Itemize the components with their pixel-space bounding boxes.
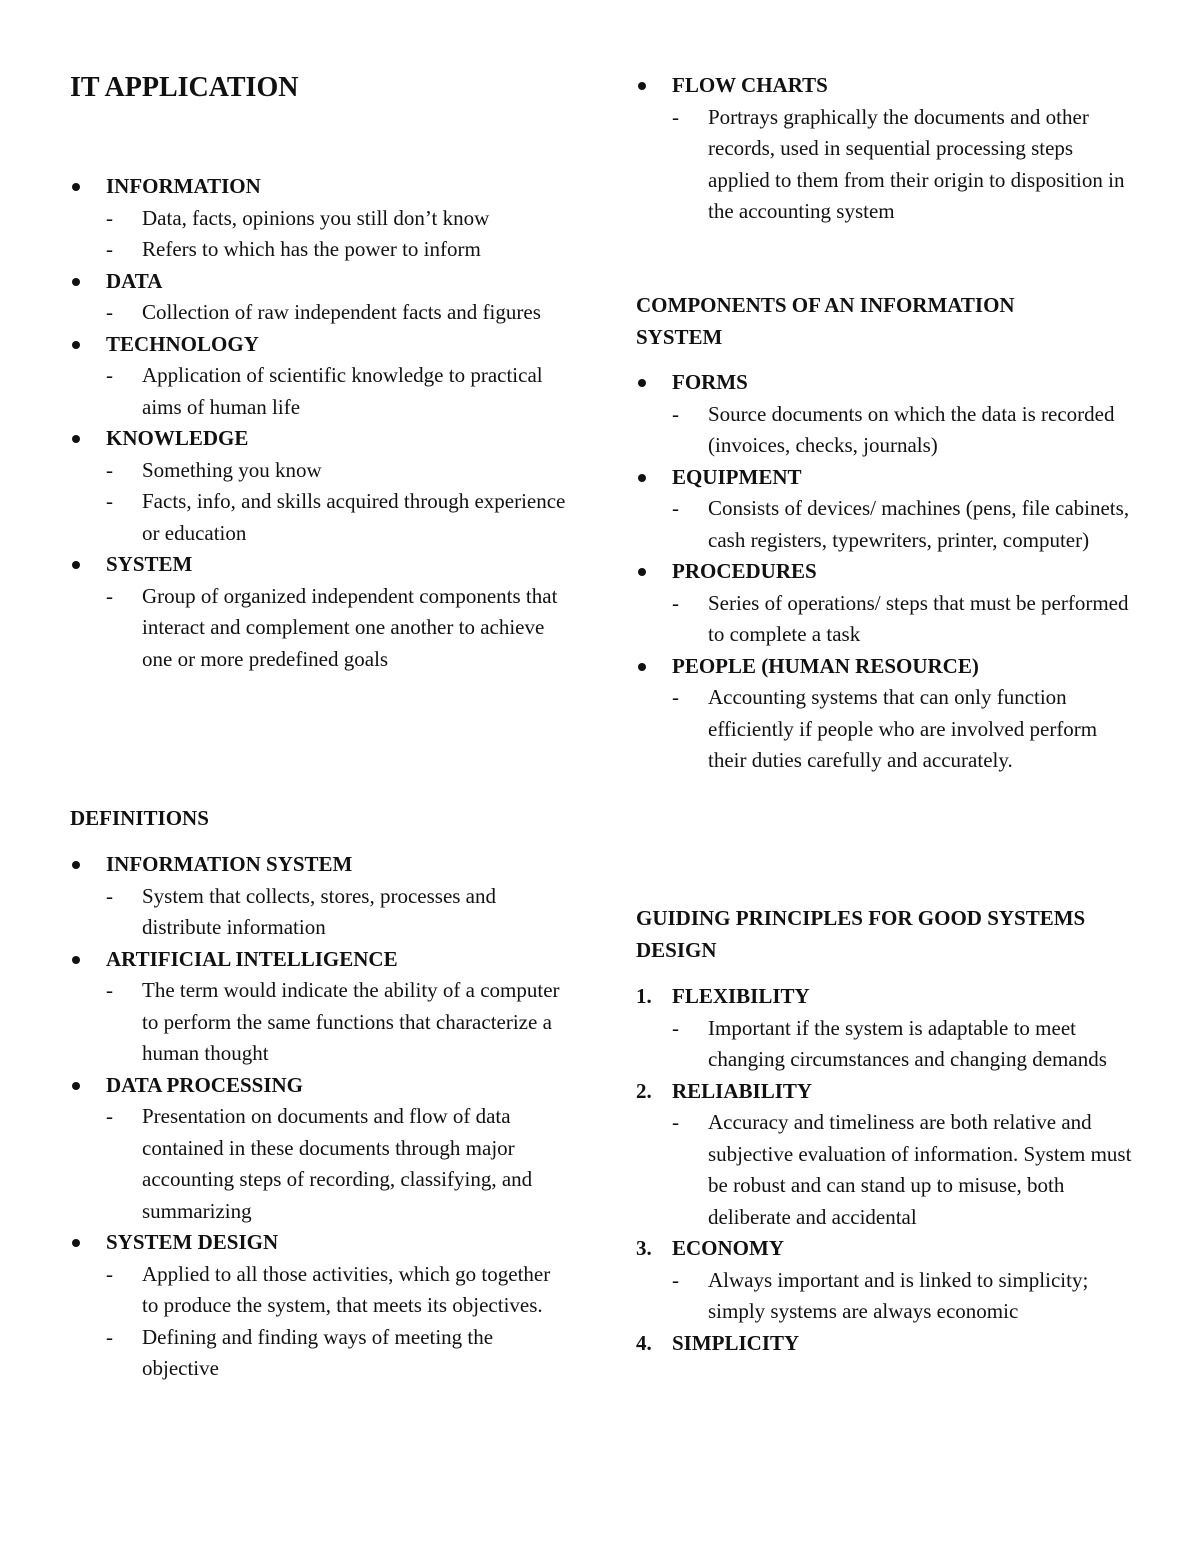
sub-point: [70, 581, 570, 676]
sub-point: [70, 1101, 570, 1227]
dash-icon: -: [672, 496, 679, 520]
sub-point-list: [636, 493, 1136, 556]
bullet-icon: [638, 568, 646, 576]
dash-icon: -: [106, 1104, 113, 1128]
sub-point-list: [636, 399, 1136, 462]
topic-label: FLEXIBILITY: [672, 984, 810, 1008]
topic-label: DATA: [106, 268, 163, 293]
bullet-icon: [72, 435, 80, 443]
sub-point-text: Facts, info, and skills acquired through experience or education: [142, 489, 566, 545]
bullet-icon: [72, 956, 80, 964]
dash-icon: -: [106, 457, 113, 482]
sub-point-list: [636, 1265, 1136, 1328]
list-item: [70, 171, 570, 266]
list-item: [636, 70, 1136, 228]
bullet-icon: [72, 278, 80, 286]
item-number: 3.: [636, 1236, 652, 1260]
sub-point-text: The term would indicate the ability of a computer to perform the same functions that characterize a human thought: [142, 978, 560, 1065]
item-number: 1.: [636, 984, 652, 1008]
sub-point-text: Portrays graphically the documents and other records, used in sequential processing steps applied to them from their origin to disposition in the accounting system: [708, 104, 1125, 223]
sub-point-text: Applied to all those activities, which go together to produce the system, that meets its objectives.: [142, 1261, 551, 1317]
topic-label: FLOW CHARTS: [672, 73, 828, 97]
sub-point-text: Accuracy and timeliness are both relative and subjective evaluation of information. System must be robust and can stand up to misuse, both deliberate and accidental: [708, 1110, 1132, 1229]
topic-label: INFORMATION: [106, 174, 261, 198]
sub-point-text: Application of scientific knowledge to practical aims of human life: [142, 363, 543, 419]
list-item: [636, 556, 1136, 651]
dash-icon: -: [672, 104, 679, 129]
topic-label: TECHNOLOGY: [106, 331, 259, 356]
sub-point: [636, 1265, 1136, 1328]
sub-point-text: Refers to which has the power to inform: [142, 237, 481, 261]
sub-point-list: [70, 297, 570, 329]
list-item: [636, 1328, 1136, 1360]
bullet-icon: [638, 82, 646, 90]
sub-point: [70, 486, 570, 549]
sub-point-list: [70, 1101, 570, 1227]
list-item: [636, 1076, 1136, 1234]
topic-label: EQUIPMENT: [672, 464, 802, 489]
sub-point: [70, 203, 570, 235]
list-item: [70, 549, 570, 675]
sub-point-text: Series of operations/ steps that must be performed to complete a task: [708, 590, 1129, 646]
topic-label: ECONOMY: [672, 1236, 784, 1260]
sub-point-list: [70, 881, 570, 944]
list-item: [636, 1233, 1136, 1328]
dash-icon: -: [106, 363, 113, 387]
sub-point: [636, 588, 1136, 651]
sub-point-text: Data, facts, opinions you still don’t know: [142, 205, 490, 230]
list-item: [70, 849, 570, 944]
sub-point-text: Accounting systems that can only function efficiently if people who are involved perform their duties carefully and accurately.: [708, 685, 1098, 772]
document-title: IT APPLICATION: [70, 72, 299, 103]
sub-point-text: System that collects, stores, processes and distribute information: [142, 883, 497, 939]
sub-point-list: [636, 1107, 1136, 1233]
sub-point: [70, 1322, 570, 1385]
dash-icon: -: [672, 1110, 679, 1134]
principles-heading: GUIDING PRINCIPLES FOR GOOD SYSTEMS DESIGN: [636, 906, 1086, 962]
topic-label: SIMPLICITY: [672, 1330, 800, 1355]
sub-point-text: Presentation on documents and flow of data contained in these documents through major accounting steps of recording, classifying, and summarizing: [142, 1104, 533, 1223]
dash-icon: -: [106, 1261, 113, 1286]
sub-point-list: [636, 588, 1136, 651]
dash-icon: -: [106, 237, 113, 261]
sub-point: [70, 975, 570, 1070]
topic-label: SYSTEM: [106, 552, 193, 576]
sub-point: [636, 1107, 1136, 1233]
sub-point: [636, 399, 1136, 462]
sub-point-text: Group of organized independent components that interact and complement one another to achieve one or more predefined goals: [142, 583, 558, 671]
list-item: [70, 1227, 570, 1385]
sub-point-text: Defining and finding ways of meeting the objective: [142, 1324, 494, 1380]
dash-icon: -: [106, 583, 113, 608]
list-item: [636, 367, 1136, 462]
definitions-list: [70, 849, 570, 1385]
bullet-icon: [638, 663, 646, 671]
topic-label: KNOWLEDGE: [106, 426, 249, 450]
list-item: [70, 329, 570, 424]
dash-icon: -: [672, 401, 679, 426]
list-item: [70, 944, 570, 1070]
list-item: [70, 423, 570, 549]
sub-point-text: Always important and is linked to simplicity; simply systems are always economic: [708, 1267, 1089, 1323]
sub-point: [636, 493, 1136, 556]
list-item: [70, 266, 570, 329]
dash-icon: -: [672, 590, 679, 615]
sub-point: [70, 234, 570, 266]
bullet-icon: [638, 379, 646, 387]
sub-point-list: [70, 1259, 570, 1385]
sub-point-list: [70, 203, 570, 266]
sub-point-text: Collection of raw independent facts and figures: [142, 300, 541, 324]
sub-point-list: [636, 1013, 1136, 1076]
sub-point: [70, 360, 570, 423]
sub-point-text: Something you know: [142, 457, 322, 482]
sub-point: [70, 297, 570, 329]
bullet-icon: [638, 474, 646, 482]
dash-icon: -: [106, 1324, 113, 1349]
topic-label: SYSTEM DESIGN: [106, 1230, 279, 1254]
bullet-icon: [72, 1082, 80, 1090]
sub-point-text: Source documents on which the data is recorded (invoices, checks, journals): [708, 401, 1115, 457]
sub-point: [636, 1013, 1136, 1076]
sub-point: [70, 455, 570, 487]
definitions-heading: DEFINITIONS: [70, 806, 209, 830]
topic-label: RELIABILITY: [672, 1078, 813, 1103]
list-item: [636, 651, 1136, 777]
item-number: 2.: [636, 1078, 652, 1103]
dash-icon: -: [672, 1267, 679, 1292]
bullet-icon: [72, 561, 80, 569]
sub-point: [70, 881, 570, 944]
topic-label: PROCEDURES: [672, 559, 817, 583]
sub-point-text: Consists of devices/ machines (pens, file cabinets, cash registers, typewriters, printer, computer): [708, 496, 1130, 552]
list-item: [70, 1070, 570, 1228]
components-list: [636, 367, 1136, 777]
sub-point-list: [70, 581, 570, 676]
dash-icon: -: [672, 1015, 679, 1040]
sub-point: [70, 1259, 570, 1322]
bullet-icon: [72, 183, 80, 191]
list-item: [636, 462, 1136, 557]
sub-point: [636, 682, 1136, 777]
bullet-icon: [72, 1239, 80, 1247]
dash-icon: -: [106, 883, 113, 908]
dash-icon: -: [106, 205, 113, 230]
sub-point-list: [636, 682, 1136, 777]
bullet-icon: [72, 861, 80, 869]
sub-point: [636, 102, 1136, 228]
list-item: [636, 981, 1136, 1076]
sub-point-text: Important if the system is adaptable to meet changing circumstances and changing demands: [708, 1015, 1107, 1071]
dash-icon: -: [106, 300, 113, 324]
flow-charts-list: [636, 70, 1136, 228]
topic-label: FORMS: [672, 370, 748, 394]
sub-point-list: [70, 455, 570, 550]
sub-point-list: [70, 360, 570, 423]
item-number: 4.: [636, 1330, 652, 1355]
topic-label: ARTIFICIAL INTELLIGENCE: [106, 946, 398, 971]
dash-icon: -: [672, 685, 679, 709]
sub-point-list: [636, 102, 1136, 228]
sub-point-list: [70, 975, 570, 1070]
components-heading: COMPONENTS OF AN INFORMATION SYSTEM: [636, 293, 1015, 349]
principles-list: [636, 981, 1136, 1359]
dash-icon: -: [106, 978, 113, 1002]
topic-label: DATA PROCESSING: [106, 1072, 304, 1097]
topic-label: PEOPLE (HUMAN RESOURCE): [672, 653, 979, 678]
topic-label: INFORMATION SYSTEM: [106, 852, 353, 876]
intro-topic-list: [70, 171, 570, 675]
bullet-icon: [72, 341, 80, 349]
dash-icon: -: [106, 489, 113, 513]
